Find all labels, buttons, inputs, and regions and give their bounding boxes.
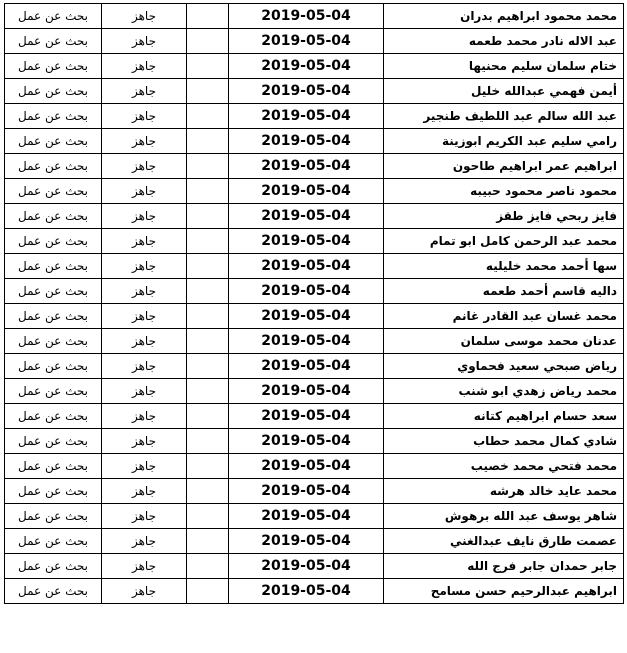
status-cell: جاهز xyxy=(102,4,187,29)
date-cell: 2019-05-04 xyxy=(229,4,384,29)
date-cell: 2019-05-04 xyxy=(229,329,384,354)
empty-cell xyxy=(187,304,229,329)
applicant-name-cell: رياض صبحي سعيد فحماوي xyxy=(384,354,624,379)
empty-cell xyxy=(187,329,229,354)
applicant-name-cell: محمد عبد الرحمن كامل ابو تمام xyxy=(384,229,624,254)
table-row xyxy=(5,79,624,104)
job-type-cell: بحث عن عمل xyxy=(5,554,102,579)
job-type-cell: بحث عن عمل xyxy=(5,304,102,329)
job-type-cell: بحث عن عمل xyxy=(5,154,102,179)
status-cell: جاهز xyxy=(102,304,187,329)
applicant-name-cell: أيمن فهمي عبدالله خليل xyxy=(384,79,624,104)
empty-cell xyxy=(187,454,229,479)
table-row xyxy=(5,579,624,604)
table-row xyxy=(5,329,624,354)
table-row xyxy=(5,279,624,304)
date-cell: 2019-05-04 xyxy=(229,304,384,329)
date-cell: 2019-05-04 xyxy=(229,129,384,154)
applicant-name-cell: عبد الاله نادر محمد طعمه xyxy=(384,29,624,54)
applicant-name-cell: محمد محمود ابراهيم بدران xyxy=(384,4,624,29)
status-cell: جاهز xyxy=(102,504,187,529)
date-cell: 2019-05-04 xyxy=(229,154,384,179)
date-cell: 2019-05-04 xyxy=(229,554,384,579)
status-cell: جاهز xyxy=(102,279,187,304)
job-type-cell: بحث عن عمل xyxy=(5,129,102,154)
date-cell: 2019-05-04 xyxy=(229,254,384,279)
applicant-name-cell: عبد الله سالم عبد اللطيف طنجير xyxy=(384,104,624,129)
status-cell: جاهز xyxy=(102,29,187,54)
status-cell: جاهز xyxy=(102,104,187,129)
job-type-cell: بحث عن عمل xyxy=(5,329,102,354)
applicant-name-cell: عصمت طارق نايف عبدالغني xyxy=(384,529,624,554)
empty-cell xyxy=(187,204,229,229)
table-row xyxy=(5,479,624,504)
empty-cell xyxy=(187,404,229,429)
table-row xyxy=(5,129,624,154)
job-type-cell: بحث عن عمل xyxy=(5,579,102,604)
table-row xyxy=(5,529,624,554)
status-cell: جاهز xyxy=(102,129,187,154)
applicants-table-body xyxy=(5,4,624,604)
empty-cell xyxy=(187,479,229,504)
date-cell: 2019-05-04 xyxy=(229,79,384,104)
status-cell: جاهز xyxy=(102,254,187,279)
applicant-name-cell: ابراهيم عبدالرحيم حسن مسامح xyxy=(384,579,624,604)
job-type-cell: بحث عن عمل xyxy=(5,354,102,379)
table-row xyxy=(5,254,624,279)
job-type-cell: بحث عن عمل xyxy=(5,479,102,504)
table-row xyxy=(5,429,624,454)
table-row xyxy=(5,454,624,479)
table-row xyxy=(5,179,624,204)
job-type-cell: بحث عن عمل xyxy=(5,4,102,29)
status-cell: جاهز xyxy=(102,529,187,554)
empty-cell xyxy=(187,79,229,104)
date-cell: 2019-05-04 xyxy=(229,104,384,129)
job-type-cell: بحث عن عمل xyxy=(5,229,102,254)
date-cell: 2019-05-04 xyxy=(229,204,384,229)
date-cell: 2019-05-04 xyxy=(229,54,384,79)
date-cell: 2019-05-04 xyxy=(229,29,384,54)
applicant-name-cell: جابر حمدان جابر فرج الله xyxy=(384,554,624,579)
job-type-cell: بحث عن عمل xyxy=(5,29,102,54)
empty-cell xyxy=(187,29,229,54)
job-type-cell: بحث عن عمل xyxy=(5,454,102,479)
empty-cell xyxy=(187,354,229,379)
empty-cell xyxy=(187,4,229,29)
table-row xyxy=(5,354,624,379)
status-cell: جاهز xyxy=(102,379,187,404)
date-cell: 2019-05-04 xyxy=(229,279,384,304)
date-cell: 2019-05-04 xyxy=(229,454,384,479)
job-type-cell: بحث عن عمل xyxy=(5,529,102,554)
table-row xyxy=(5,379,624,404)
status-cell: جاهز xyxy=(102,179,187,204)
job-type-cell: بحث عن عمل xyxy=(5,204,102,229)
applicant-name-cell: سعد حسام ابراهيم كتانه xyxy=(384,404,624,429)
table-row xyxy=(5,304,624,329)
applicant-name-cell: محمد رياض زهدي ابو شنب xyxy=(384,379,624,404)
empty-cell xyxy=(187,579,229,604)
table-row xyxy=(5,54,624,79)
date-cell: 2019-05-04 xyxy=(229,429,384,454)
empty-cell xyxy=(187,529,229,554)
date-cell: 2019-05-04 xyxy=(229,529,384,554)
status-cell: جاهز xyxy=(102,429,187,454)
empty-cell xyxy=(187,104,229,129)
date-cell: 2019-05-04 xyxy=(229,379,384,404)
job-type-cell: بحث عن عمل xyxy=(5,179,102,204)
applicant-name-cell: شادي كمال محمد حطاب xyxy=(384,429,624,454)
date-cell: 2019-05-04 xyxy=(229,179,384,204)
empty-cell xyxy=(187,179,229,204)
empty-cell xyxy=(187,254,229,279)
empty-cell xyxy=(187,229,229,254)
status-cell: جاهز xyxy=(102,354,187,379)
empty-cell xyxy=(187,379,229,404)
table-row xyxy=(5,229,624,254)
empty-cell xyxy=(187,429,229,454)
job-type-cell: بحث عن عمل xyxy=(5,379,102,404)
date-cell: 2019-05-04 xyxy=(229,229,384,254)
table-row xyxy=(5,154,624,179)
job-type-cell: بحث عن عمل xyxy=(5,104,102,129)
status-cell: جاهز xyxy=(102,329,187,354)
empty-cell xyxy=(187,279,229,304)
status-cell: جاهز xyxy=(102,479,187,504)
applicant-name-cell: داليه قاسم أحمد طعمه xyxy=(384,279,624,304)
job-type-cell: بحث عن عمل xyxy=(5,279,102,304)
applicant-name-cell: محمد فتحي محمد خصيب xyxy=(384,454,624,479)
table-row xyxy=(5,29,624,54)
table-row xyxy=(5,554,624,579)
empty-cell xyxy=(187,54,229,79)
empty-cell xyxy=(187,129,229,154)
applicant-name-cell: ختام سلمان سليم محنيها xyxy=(384,54,624,79)
date-cell: 2019-05-04 xyxy=(229,479,384,504)
applicant-name-cell: محمد عايد خالد هرشه xyxy=(384,479,624,504)
status-cell: جاهز xyxy=(102,79,187,104)
applicant-name-cell: محمود ناصر محمود حبيبه xyxy=(384,179,624,204)
status-cell: جاهز xyxy=(102,554,187,579)
job-type-cell: بحث عن عمل xyxy=(5,429,102,454)
table-row xyxy=(5,404,624,429)
applicant-name-cell: ابراهيم عمر ابراهيم طاحون xyxy=(384,154,624,179)
status-cell: جاهز xyxy=(102,154,187,179)
applicant-name-cell: رامي سليم عبد الكريم ابوزينة xyxy=(384,129,624,154)
table-row xyxy=(5,204,624,229)
status-cell: جاهز xyxy=(102,54,187,79)
applicant-name-cell: شاهر يوسف عبد الله برهوش xyxy=(384,504,624,529)
empty-cell xyxy=(187,154,229,179)
date-cell: 2019-05-04 xyxy=(229,504,384,529)
job-type-cell: بحث عن عمل xyxy=(5,54,102,79)
applicant-name-cell: عدنان محمد موسى سلمان xyxy=(384,329,624,354)
table-row xyxy=(5,504,624,529)
applicant-name-cell: فايز ربحي فايز طقز xyxy=(384,204,624,229)
status-cell: جاهز xyxy=(102,454,187,479)
job-type-cell: بحث عن عمل xyxy=(5,404,102,429)
applicants-table xyxy=(4,3,624,604)
date-cell: 2019-05-04 xyxy=(229,579,384,604)
applicant-name-cell: سها أحمد محمد خليليه xyxy=(384,254,624,279)
table-row xyxy=(5,104,624,129)
applicant-name-cell: محمد غسان عبد القادر غانم xyxy=(384,304,624,329)
empty-cell xyxy=(187,554,229,579)
table-row xyxy=(5,4,624,29)
status-cell: جاهز xyxy=(102,579,187,604)
status-cell: جاهز xyxy=(102,404,187,429)
date-cell: 2019-05-04 xyxy=(229,404,384,429)
job-type-cell: بحث عن عمل xyxy=(5,504,102,529)
job-type-cell: بحث عن عمل xyxy=(5,79,102,104)
date-cell: 2019-05-04 xyxy=(229,354,384,379)
job-type-cell: بحث عن عمل xyxy=(5,254,102,279)
empty-cell xyxy=(187,504,229,529)
status-cell: جاهز xyxy=(102,229,187,254)
status-cell: جاهز xyxy=(102,204,187,229)
